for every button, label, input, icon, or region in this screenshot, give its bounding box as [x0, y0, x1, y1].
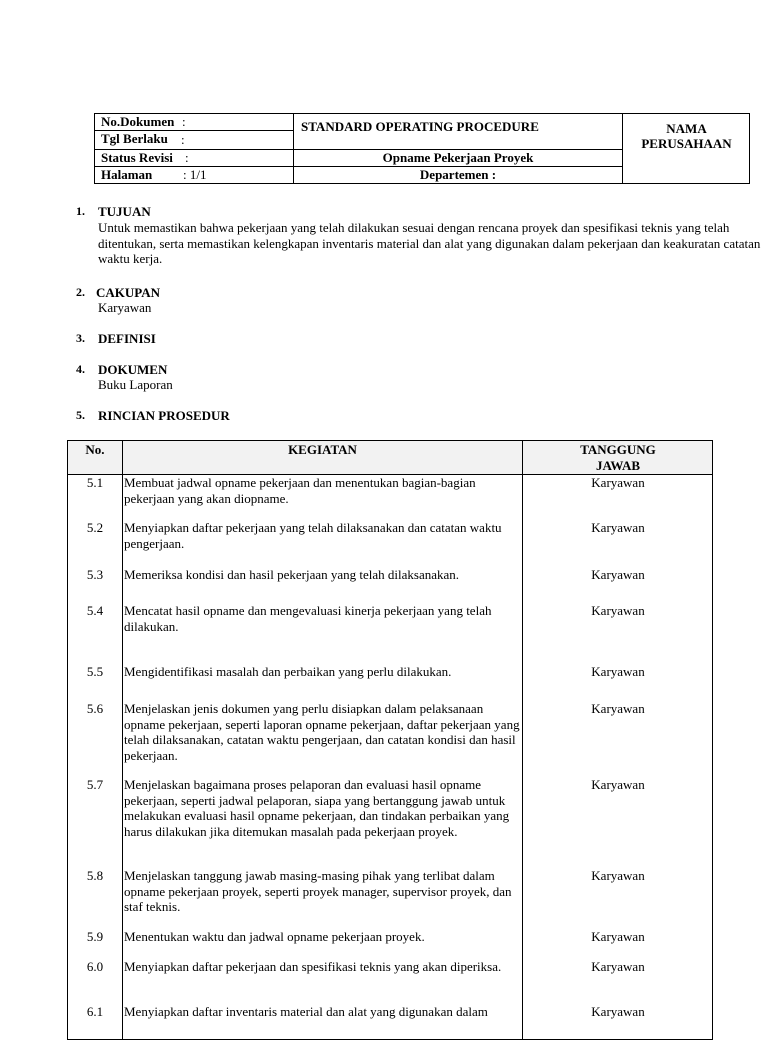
- no-dokumen-label: No.Dokumen: [101, 114, 175, 129]
- section-title: DOKUMEN: [98, 362, 168, 377]
- doc-title: Opname Pekerjaan Proyek: [382, 150, 534, 165]
- row-responsible: Karyawan: [591, 475, 645, 490]
- row-responsible: Karyawan: [591, 929, 645, 944]
- no-dokumen-separator: :: [182, 114, 186, 129]
- cakupan-text: Karyawan: [98, 300, 152, 315]
- row-responsible: Karyawan: [591, 959, 645, 974]
- procedure-table: [67, 440, 713, 1040]
- row-number: 5.1: [86, 475, 104, 490]
- row-responsible: Karyawan: [591, 1004, 645, 1019]
- row-number: 6.0: [86, 959, 104, 974]
- row-number: 5.5: [86, 664, 104, 679]
- section-number: 5.: [76, 408, 85, 422]
- column-divider: [122, 441, 123, 1039]
- company-name-line2: PERUSAHAAN: [641, 136, 732, 151]
- row-activity: Menentukan waktu dan jadwal opname pekerjaan proyek.: [124, 929, 425, 944]
- row-activity: Mencatat hasil opname dan mengevaluasi kinerja pekerjaan yang telah dilakukan.: [124, 603, 492, 634]
- section-title: DEFINISI: [98, 331, 156, 346]
- row-responsible: Karyawan: [591, 520, 645, 535]
- section-number: 1.: [76, 204, 85, 218]
- column-header-tanggung-jawab-line2: JAWAB: [595, 458, 641, 473]
- row-number: 5.7: [86, 777, 104, 792]
- section-number: 4.: [76, 362, 85, 376]
- row-activity: Menjelaskan bagaimana proses pelaporan dan evaluasi hasil opname pekerjaan, seperti jadwal pelaporan, siapa yang bertanggung jawab untuk melakukan evaluasi hasil opname pekerjaan, dan tindakan perbaikan yang harus dilakukan jika ditemukan masalah pada pekerjaan proyek.: [124, 777, 510, 839]
- section-title: TUJUAN: [98, 204, 151, 219]
- row-number: 5.8: [86, 868, 104, 883]
- halaman-label: Halaman: [101, 167, 153, 182]
- sop-header-table: [94, 113, 750, 184]
- company-name-line1: NAMA: [666, 121, 707, 136]
- row-activity: Membuat jadwal opname pekerjaan dan menentukan bagian-bagian pekerjaan yang akan diopname.: [124, 475, 476, 506]
- row-responsible: Karyawan: [591, 664, 645, 679]
- section-title: CAKUPAN: [96, 285, 161, 300]
- row-responsible: Karyawan: [591, 603, 645, 618]
- row-number: 5.6: [86, 701, 104, 716]
- dokumen-text: Buku Laporan: [98, 377, 173, 392]
- doc-type: STANDARD OPERATING PROCEDURE: [301, 119, 539, 134]
- row-responsible: Karyawan: [591, 567, 645, 582]
- row-responsible: Karyawan: [591, 868, 645, 883]
- departemen: Departemen :: [419, 167, 497, 182]
- row-activity: Menyiapkan daftar pekerjaan dan spesifikasi teknis yang akan diperiksa.: [124, 959, 502, 974]
- row-responsible: Karyawan: [591, 777, 645, 792]
- row-number: 5.4: [86, 603, 104, 618]
- row-activity: Mengidentifikasi masalah dan perbaikan yang perlu dilakukan.: [124, 664, 452, 679]
- column-divider: [522, 441, 523, 1039]
- column-header-tanggung-jawab-line1: TANGGUNG: [580, 442, 656, 457]
- section-number: 3.: [76, 331, 85, 345]
- halaman-value: : 1/1: [183, 167, 207, 182]
- section-title: RINCIAN PROSEDUR: [98, 408, 230, 423]
- status-revisi-separator: :: [185, 150, 189, 165]
- tujuan-text: Untuk memastikan bahwa pekerjaan yang telah dilakukan sesuai dengan rencana proyek dan spesifikasi teknis yang telah ditentukan, serta memastikan kelengkapan inventaris material dan alat yang digunakan dalam pekerjaan dan keakuratan catatan waktu kerja.: [98, 220, 761, 266]
- row-responsible: Karyawan: [591, 701, 645, 716]
- row-number: 5.9: [86, 929, 104, 944]
- row-number: 5.3: [86, 567, 104, 582]
- row-number: 6.1: [86, 1004, 104, 1019]
- row-activity: Menjelaskan tanggung jawab masing-masing pihak yang terlibat dalam opname pekerjaan proyek, seperti proyek manager, supervisor proyek, dan staf teknis.: [124, 868, 512, 914]
- section-number: 2.: [76, 285, 85, 299]
- tgl-berlaku-label: Tgl Berlaku: [101, 131, 168, 146]
- status-revisi-label: Status Revisi: [101, 150, 173, 165]
- column-header-kegiatan: KEGIATAN: [288, 442, 357, 457]
- row-activity: Menyiapkan daftar pekerjaan yang telah dilaksanakan dan catatan waktu pengerjaan.: [124, 520, 502, 551]
- row-number: 5.2: [86, 520, 104, 535]
- row-activity: Menyiapkan daftar inventaris material dan alat yang digunakan dalam: [124, 1004, 488, 1019]
- column-header-no: No.: [85, 442, 105, 457]
- row-activity: Memeriksa kondisi dan hasil pekerjaan yang telah dilaksanakan.: [124, 567, 460, 582]
- tgl-berlaku-separator: :: [181, 132, 185, 147]
- row-activity: Menjelaskan jenis dokumen yang perlu disiapkan dalam pelaksanaan opname pekerjaan, seperti laporan opname pekerjaan, daftar pekerjaan yang telah dilaksanakan, catatan waktu pengerjaan, dan catatan kondisi dan hasil pekerjaan.: [124, 701, 520, 763]
